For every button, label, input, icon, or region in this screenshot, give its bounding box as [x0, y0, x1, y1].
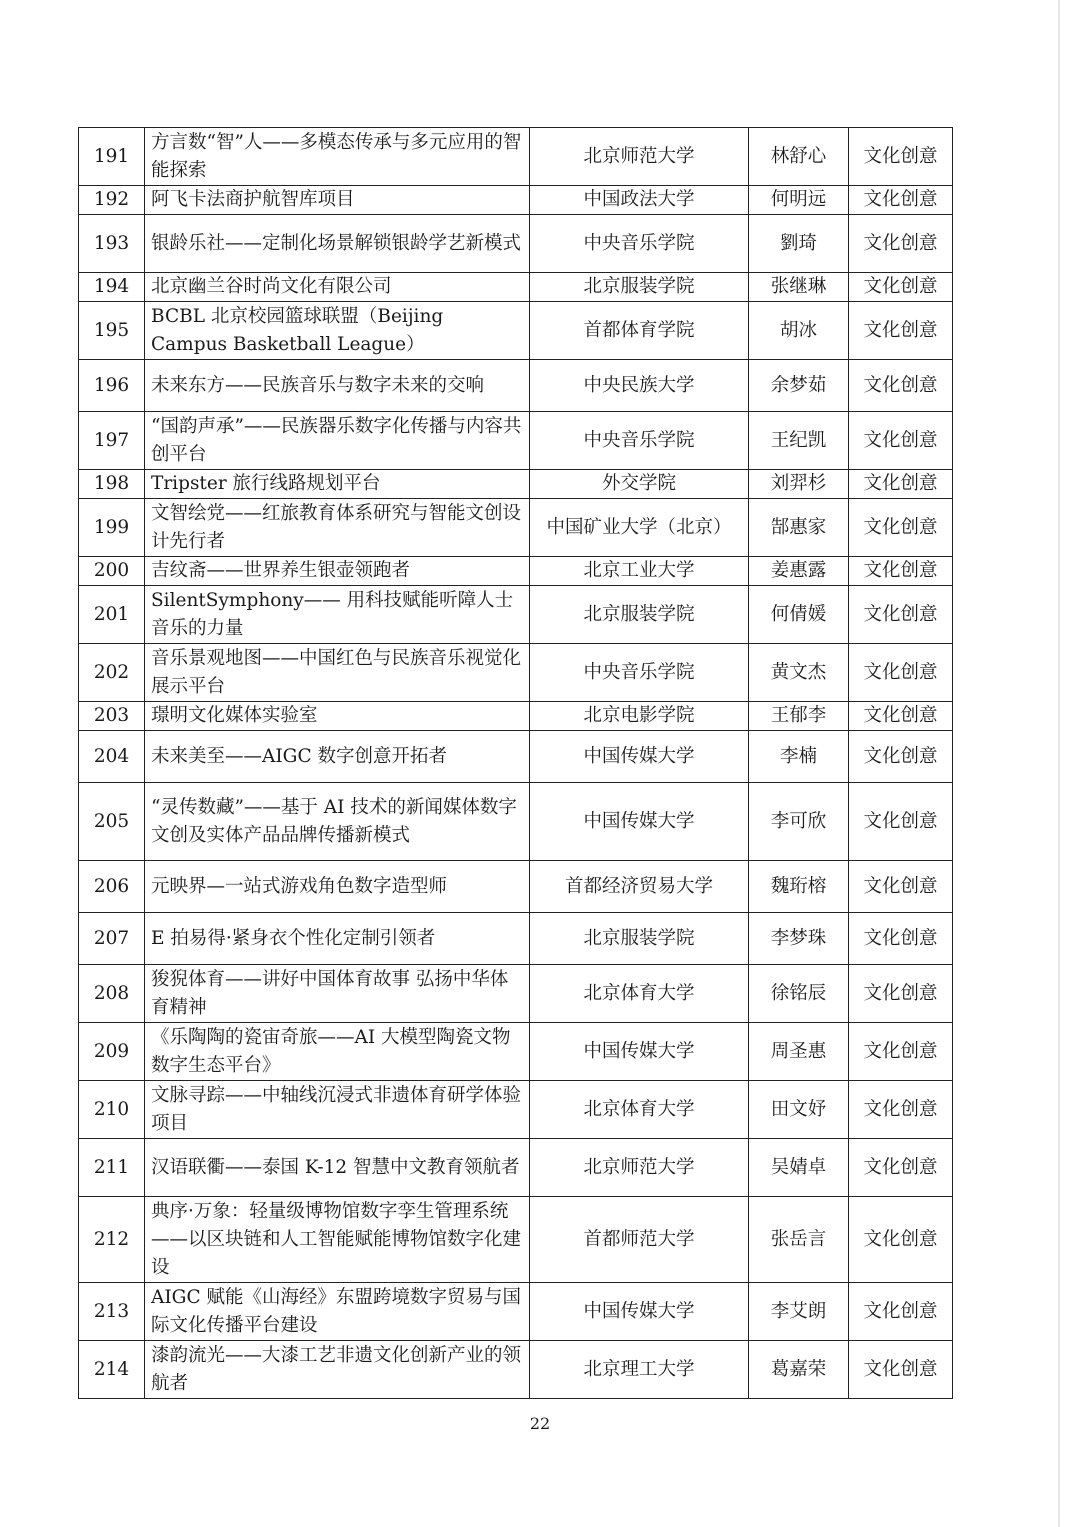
row-number: 195	[79, 302, 145, 360]
category: 文化创意	[849, 783, 953, 861]
row-number: 214	[79, 1341, 145, 1399]
person-name: 黄文杰	[749, 644, 849, 702]
table-row	[79, 186, 953, 215]
table-row	[79, 1023, 953, 1081]
project-name: 未来美至——AIGC 数字创意开拓者	[145, 731, 530, 783]
page-number: 22	[529, 1414, 551, 1433]
table-row	[79, 702, 953, 731]
row-number: 199	[79, 499, 145, 557]
table-row	[79, 731, 953, 783]
row-number: 201	[79, 586, 145, 644]
table-row	[79, 1139, 953, 1197]
table-row	[79, 644, 953, 702]
table-row	[79, 586, 953, 644]
table-row	[79, 302, 953, 360]
project-name: 阿飞卡法商护航智库项目	[145, 186, 530, 215]
row-number: 210	[79, 1081, 145, 1139]
category: 文化创意	[849, 273, 953, 302]
person-name: 余梦茹	[749, 360, 849, 412]
category: 文化创意	[849, 702, 953, 731]
person-name: 劉琦	[749, 215, 849, 273]
row-number: 192	[79, 186, 145, 215]
table-row	[79, 965, 953, 1023]
category: 文化创意	[849, 557, 953, 586]
school-name: 中国矿业大学（北京）	[530, 499, 749, 557]
table-row	[79, 783, 953, 861]
school-name: 外交学院	[530, 470, 749, 499]
person-name: 林舒心	[749, 128, 849, 186]
project-name: “国韵声承”——民族器乐数字化传播与内容共创平台	[145, 412, 530, 470]
person-name: 李艾朗	[749, 1283, 849, 1341]
table-row	[79, 1341, 953, 1399]
school-name: 中央音乐学院	[530, 215, 749, 273]
project-name: 漆韵流光——大漆工艺非遗文化创新产业的领航者	[145, 1341, 530, 1399]
table-row	[79, 1283, 953, 1341]
school-name: 中国传媒大学	[530, 731, 749, 783]
table-row	[79, 470, 953, 499]
table-row	[79, 360, 953, 412]
row-number: 207	[79, 913, 145, 965]
table-row	[79, 1081, 953, 1139]
person-name: 刘羿杉	[749, 470, 849, 499]
school-name: 中央音乐学院	[530, 412, 749, 470]
project-name: 文智绘党——红旅教育体系研究与智能文创设计先行者	[145, 499, 530, 557]
row-number: 208	[79, 965, 145, 1023]
project-name: 《乐陶陶的瓷宙奇旅——AI 大模型陶瓷文物数字生态平台》	[145, 1023, 530, 1081]
project-name: 北京幽兰谷时尚文化有限公司	[145, 273, 530, 302]
project-name: SilentSymphony—— 用科技赋能听障人士音乐的力量	[145, 586, 530, 644]
person-name: 姜惠露	[749, 557, 849, 586]
table-row	[79, 499, 953, 557]
project-table	[78, 127, 953, 1399]
category: 文化创意	[849, 128, 953, 186]
category: 文化创意	[849, 1023, 953, 1081]
project-name: AIGC 赋能《山海经》东盟跨境数字贸易与国际文化传播平台建设	[145, 1283, 530, 1341]
category: 文化创意	[849, 644, 953, 702]
school-name: 北京理工大学	[530, 1341, 749, 1399]
row-number: 193	[79, 215, 145, 273]
table-row	[79, 557, 953, 586]
school-name: 中国传媒大学	[530, 1283, 749, 1341]
row-number: 200	[79, 557, 145, 586]
table-row	[79, 1197, 953, 1283]
project-name: 狻猊体育——讲好中国体育故事 弘扬中华体育精神	[145, 965, 530, 1023]
project-name: 方言数“智”人——多模态传承与多元应用的智能探索	[145, 128, 530, 186]
category: 文化创意	[849, 913, 953, 965]
project-name: 银龄乐社——定制化场景解锁银龄学艺新模式	[145, 215, 530, 273]
project-name: 未来东方——民族音乐与数字未来的交响	[145, 360, 530, 412]
project-name: 典序·万象：轻量级博物馆数字孪生管理系统——以区块链和人工智能赋能博物馆数字化建设	[145, 1197, 530, 1283]
table-row	[79, 913, 953, 965]
person-name: 张岳言	[749, 1197, 849, 1283]
category: 文化创意	[849, 731, 953, 783]
project-name: 汉语联衢——泰国 K-12 智慧中文教育领航者	[145, 1139, 530, 1197]
school-name: 首都体育学院	[530, 302, 749, 360]
category: 文化创意	[849, 1139, 953, 1197]
category: 文化创意	[849, 302, 953, 360]
category: 文化创意	[849, 186, 953, 215]
school-name: 北京服装学院	[530, 273, 749, 302]
row-number: 209	[79, 1023, 145, 1081]
school-name: 北京体育大学	[530, 965, 749, 1023]
row-number: 191	[79, 128, 145, 186]
project-name: BCBL 北京校园篮球联盟（Beijing Campus Basketball League）	[145, 302, 530, 360]
row-number: 194	[79, 273, 145, 302]
school-name: 中央民族大学	[530, 360, 749, 412]
category: 文化创意	[849, 1081, 953, 1139]
row-number: 206	[79, 861, 145, 913]
project-name: 文脉寻踪——中轴线沉浸式非遗体育研学体验项目	[145, 1081, 530, 1139]
row-number: 197	[79, 412, 145, 470]
school-name: 北京服装学院	[530, 913, 749, 965]
project-name: 璟明文化媒体实验室	[145, 702, 530, 731]
row-number: 211	[79, 1139, 145, 1197]
person-name: 王纪凯	[749, 412, 849, 470]
project-name: 元映界—一站式游戏角色数字造型师	[145, 861, 530, 913]
category: 文化创意	[849, 861, 953, 913]
project-name: 吉纹斋——世界养生银壶领跑者	[145, 557, 530, 586]
row-number: 203	[79, 702, 145, 731]
project-name: E 拍易得·紧身衣个性化定制引领者	[145, 913, 530, 965]
category: 文化创意	[849, 1283, 953, 1341]
category: 文化创意	[849, 412, 953, 470]
person-name: 周圣惠	[749, 1023, 849, 1081]
row-number: 204	[79, 731, 145, 783]
school-name: 北京服装学院	[530, 586, 749, 644]
person-name: 王郁李	[749, 702, 849, 731]
school-name: 北京师范大学	[530, 1139, 749, 1197]
category: 文化创意	[849, 1197, 953, 1283]
project-table-body	[79, 128, 953, 1399]
person-name: 李楠	[749, 731, 849, 783]
category: 文化创意	[849, 470, 953, 499]
table-row	[79, 215, 953, 273]
row-number: 196	[79, 360, 145, 412]
category: 文化创意	[849, 1341, 953, 1399]
school-name: 北京师范大学	[530, 128, 749, 186]
row-number: 205	[79, 783, 145, 861]
person-name: 徐铭辰	[749, 965, 849, 1023]
table-row	[79, 128, 953, 186]
person-name: 吴婧卓	[749, 1139, 849, 1197]
person-name: 张继琳	[749, 273, 849, 302]
person-name: 李可欣	[749, 783, 849, 861]
scan-edge	[1058, 0, 1060, 1527]
category: 文化创意	[849, 360, 953, 412]
person-name: 何明远	[749, 186, 849, 215]
row-number: 198	[79, 470, 145, 499]
person-name: 田文妤	[749, 1081, 849, 1139]
school-name: 北京电影学院	[530, 702, 749, 731]
table-row	[79, 412, 953, 470]
row-number: 212	[79, 1197, 145, 1283]
table-row	[79, 861, 953, 913]
category: 文化创意	[849, 499, 953, 557]
school-name: 首都经济贸易大学	[530, 861, 749, 913]
category: 文化创意	[849, 215, 953, 273]
project-name: 音乐景观地图——中国红色与民族音乐视觉化展示平台	[145, 644, 530, 702]
row-number: 202	[79, 644, 145, 702]
table-row	[79, 273, 953, 302]
category: 文化创意	[849, 965, 953, 1023]
school-name: 中国政法大学	[530, 186, 749, 215]
person-name: 李梦珠	[749, 913, 849, 965]
row-number: 213	[79, 1283, 145, 1341]
school-name: 中央音乐学院	[530, 644, 749, 702]
person-name: 何倩媛	[749, 586, 849, 644]
person-name: 郜惠家	[749, 499, 849, 557]
project-name: Tripster 旅行线路规划平台	[145, 470, 530, 499]
person-name: 胡冰	[749, 302, 849, 360]
project-name: “灵传数藏”——基于 AI 技术的新闻媒体数字文创及实体产品品牌传播新模式	[145, 783, 530, 861]
person-name: 葛嘉荣	[749, 1341, 849, 1399]
school-name: 中国传媒大学	[530, 783, 749, 861]
school-name: 首都师范大学	[530, 1197, 749, 1283]
category: 文化创意	[849, 586, 953, 644]
person-name: 魏珩榕	[749, 861, 849, 913]
school-name: 中国传媒大学	[530, 1023, 749, 1081]
school-name: 北京体育大学	[530, 1081, 749, 1139]
school-name: 北京工业大学	[530, 557, 749, 586]
